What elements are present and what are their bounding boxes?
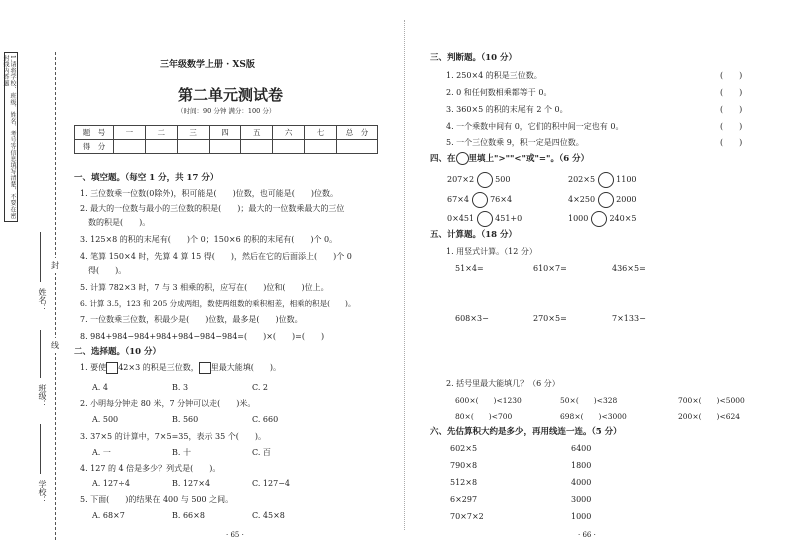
choice-option[interactable]: B. 十 [172, 448, 191, 457]
score-head-cell: 七 [305, 126, 337, 140]
choice-question: 4. 127 的 4 倍是多少？列式是( )。 [80, 464, 221, 473]
choice-option[interactable]: A. 68×7 [92, 511, 125, 520]
calc-item[interactable]: 270×5= [533, 314, 567, 323]
choice-option[interactable]: C. 660 [252, 415, 279, 424]
score-cell[interactable] [177, 140, 209, 154]
school-field-label: 学校： [38, 480, 47, 504]
estimate-left-item[interactable]: 70×7×2 [450, 512, 484, 521]
score-cell[interactable] [273, 140, 305, 154]
section4-title [430, 152, 589, 165]
score-table-row [75, 140, 378, 154]
section6-title: 六、先估算积大约是多少，再用线连一连。（5 分） [430, 427, 622, 437]
name-field-label: 姓名： [38, 288, 47, 312]
binding-margin [0, 0, 68, 550]
compare-right: 451+0 [495, 214, 523, 223]
compare-circle[interactable] [598, 192, 614, 208]
judge-item: 3. 360×5 的积的末尾有 2 个 0。 [446, 105, 568, 114]
fill-item: 7. 一位数乘三位数，积最少是( )位数，最多是( )位数。 [80, 315, 303, 324]
score-head-cell: 二 [145, 126, 177, 140]
judge-blank[interactable]: ( ) [720, 122, 743, 131]
compare-circle[interactable] [477, 172, 493, 188]
fill-item: 1. 三位数乘一位数(0除外)，积可能是( )位数，也可能是( )位数。 [80, 189, 338, 198]
series-label: 三年级数学上册 · XS版 [160, 60, 255, 70]
choice-option[interactable]: C. 2 [252, 383, 269, 392]
compare-item [568, 211, 637, 227]
page-number-right: · 66 · [578, 531, 596, 539]
compare-left: 67×4 [447, 195, 469, 204]
compare-left: 0×451 [447, 214, 475, 223]
fill-item: 6. 计算 3.5，123 和 205 分成两组，数使两组数的乘积相差，相乘的积是( )。 [80, 299, 356, 308]
choice-option[interactable]: A. 127÷4 [92, 479, 130, 488]
estimate-right-item[interactable]: 1000 [571, 512, 592, 521]
choice-question: 3. 37×5 的计算中，7×5=35，表示 35 个( )。 [80, 432, 266, 441]
fill-item: 5. 计算 782×3 时，7 与 3 相乘的积，应写在( )位和( )位上。 [80, 283, 329, 292]
estimate-left-item[interactable]: 512×8 [450, 478, 478, 487]
score-head-cell: 总 分 [337, 126, 378, 140]
choice-option[interactable]: B. 66×8 [172, 511, 205, 520]
score-row-label: 得 分 [75, 140, 114, 154]
compare-left: 202×5 [568, 175, 596, 184]
compare-circle[interactable] [477, 211, 493, 227]
section1-title: 一、填空题。（每空 1 分，共 17 分） [74, 173, 219, 183]
compare-circle[interactable] [472, 192, 488, 208]
name-field-line[interactable] [40, 232, 41, 282]
compare-item [447, 211, 522, 227]
fill-item: 数的积是( )。 [80, 218, 151, 227]
score-cell[interactable] [114, 140, 146, 154]
choice-option[interactable]: A. 500 [92, 415, 119, 424]
estimate-left-item[interactable]: 6×297 [450, 495, 478, 504]
page-divider [404, 20, 405, 530]
section2-title: 二、选择题。（10 分） [74, 347, 162, 357]
compare-item [568, 172, 637, 188]
compare-item [568, 192, 637, 208]
compare-right: 500 [495, 175, 511, 184]
exam-meta: （时间：90 分钟 满分：100 分） [177, 107, 276, 115]
section4-title-post: 里填上">""<"或"="。（6 分） [468, 154, 590, 164]
fill-item: 2. 最大的一位数与最小的三位数的积是( )；最大的一位数乘最大的三位 [80, 204, 345, 213]
choice-question: 5. 下面( )的结果在 400 与 500 之间。 [80, 495, 234, 504]
fill-max-item[interactable]: 80×( )<700 [455, 412, 513, 421]
estimate-right-item[interactable]: 3000 [571, 495, 592, 504]
judge-item: 1. 250×4 的积是三位数。 [446, 71, 542, 80]
choice-option[interactable]: B. 560 [172, 415, 199, 424]
calc-item[interactable]: 7×133− [612, 314, 646, 323]
fill-max-item[interactable]: 698×( )<3000 [560, 412, 627, 421]
section5-sub2: 2. 括号里最大能填几？（6 分） [446, 379, 560, 388]
choice-option[interactable]: A. 一 [92, 448, 111, 457]
choice-question-end: 里最大能填( )。 [210, 363, 281, 372]
compare-left: 207×2 [447, 175, 475, 184]
judge-blank[interactable]: ( ) [720, 88, 743, 97]
score-cell[interactable] [145, 140, 177, 154]
circle-blank-icon [456, 152, 469, 165]
fill-max-item[interactable]: 600×( )<1230 [455, 396, 522, 405]
compare-left: 1000 [568, 214, 589, 223]
score-head-cell: 五 [241, 126, 273, 140]
fill-max-item[interactable]: 700×( )<5000 [678, 396, 745, 405]
compare-left: 4×250 [568, 195, 596, 204]
compare-right: 76×4 [490, 195, 513, 204]
score-head-cell: 四 [209, 126, 241, 140]
judge-item: 2. 0 和任何数相乘都等于 0。 [446, 88, 552, 97]
choice-option[interactable]: A. 4 [92, 383, 108, 392]
fill-max-item[interactable]: 50×( )<328 [560, 396, 618, 405]
page-number-left: · 65 · [226, 531, 244, 539]
estimate-right-item[interactable]: 1800 [571, 461, 592, 470]
section5-title: 五、计算题。（18 分） [430, 230, 518, 240]
choice-option[interactable]: C. 127−4 [252, 479, 290, 488]
score-head-cell: 一 [114, 126, 146, 140]
fill-item: 得( )。 [80, 266, 127, 275]
section5-sub1: 1. 用竖式计算。（12 分） [446, 247, 537, 256]
score-head-cell: 六 [273, 126, 305, 140]
score-cell[interactable] [305, 140, 337, 154]
judge-item: 5. 一个三位数乘 9，积一定是四位数。 [446, 138, 584, 147]
calc-item[interactable]: 436×5= [612, 264, 646, 273]
judge-blank[interactable]: ( ) [720, 71, 743, 80]
estimate-left-item[interactable]: 790×8 [450, 461, 478, 470]
choice-option[interactable]: C. 百 [252, 448, 271, 457]
calc-item[interactable]: 610×7= [533, 264, 567, 273]
compare-circle[interactable] [591, 211, 607, 227]
judge-blank[interactable]: ( ) [720, 138, 743, 147]
score-head-cell: 三 [177, 126, 209, 140]
compare-item [447, 192, 512, 208]
section4-title-pre: 四、在 [430, 154, 456, 164]
score-table-header [75, 126, 378, 140]
judge-item: 4. 一个乘数中间有 0，它们的积中间一定也有 0。 [446, 122, 624, 131]
score-cell[interactable] [241, 140, 273, 154]
estimate-right-item[interactable]: 6400 [571, 444, 592, 453]
fill-item: 4. 笔算 150×4 时，先算 4 算 15 得( )，然后在它的后面添上( )个 0 [80, 252, 352, 261]
choice-option[interactable]: B. 3 [172, 383, 189, 392]
score-cell[interactable] [337, 140, 378, 154]
exam-notice: 1.请将学校、班级、姓名、考号等信息填写清楚，不要在密封线内答题 [4, 52, 18, 222]
calc-item[interactable]: 608×3− [455, 314, 489, 323]
estimate-left-item[interactable]: 602×5 [450, 444, 478, 453]
compare-right: 1100 [616, 175, 637, 184]
seal-char-feng: 封 [48, 258, 62, 273]
fill-item: 3. 125×8 的积的末尾有( )个 0；150×6 的积的末尾有( )个 0。 [80, 235, 338, 244]
school-field-line[interactable] [40, 424, 41, 474]
choice-question [80, 362, 281, 374]
score-table [74, 125, 378, 154]
compare-item [447, 172, 510, 188]
blank-box[interactable] [199, 362, 211, 374]
seal-char-xian: 线 [48, 338, 62, 353]
compare-right: 240×5 [609, 214, 637, 223]
score-head-cell: 题 号 [75, 126, 114, 140]
score-cell[interactable] [209, 140, 241, 154]
compare-circle[interactable] [598, 172, 614, 188]
class-field-label: 班级： [38, 384, 47, 408]
choice-question-prefix: 1. 要使 [80, 363, 107, 372]
choice-question-mid: 42×3 的积是三位数， [118, 363, 199, 372]
estimate-right-item[interactable]: 4000 [571, 478, 592, 487]
fill-item: 8. 984+984−984+984+984−984−984=( )×( )=( ) [80, 332, 325, 341]
compare-right: 2000 [616, 195, 637, 204]
calc-item[interactable]: 51×4= [455, 264, 484, 273]
blank-box[interactable] [106, 362, 118, 374]
choice-question: 2. 小明每分钟走 80 米，7 分钟可以走( )米。 [80, 399, 256, 408]
section3-title: 三、判断题。（10 分） [430, 53, 518, 63]
judge-blank[interactable]: ( ) [720, 105, 743, 114]
fill-max-item[interactable]: 200×( )<624 [678, 412, 741, 421]
choice-option[interactable]: B. 127×4 [172, 479, 211, 488]
page-title: 第二单元测试卷 [178, 86, 284, 104]
class-field-line[interactable] [40, 330, 41, 378]
seal-line [55, 52, 56, 540]
choice-option[interactable]: C. 45×8 [252, 511, 285, 520]
